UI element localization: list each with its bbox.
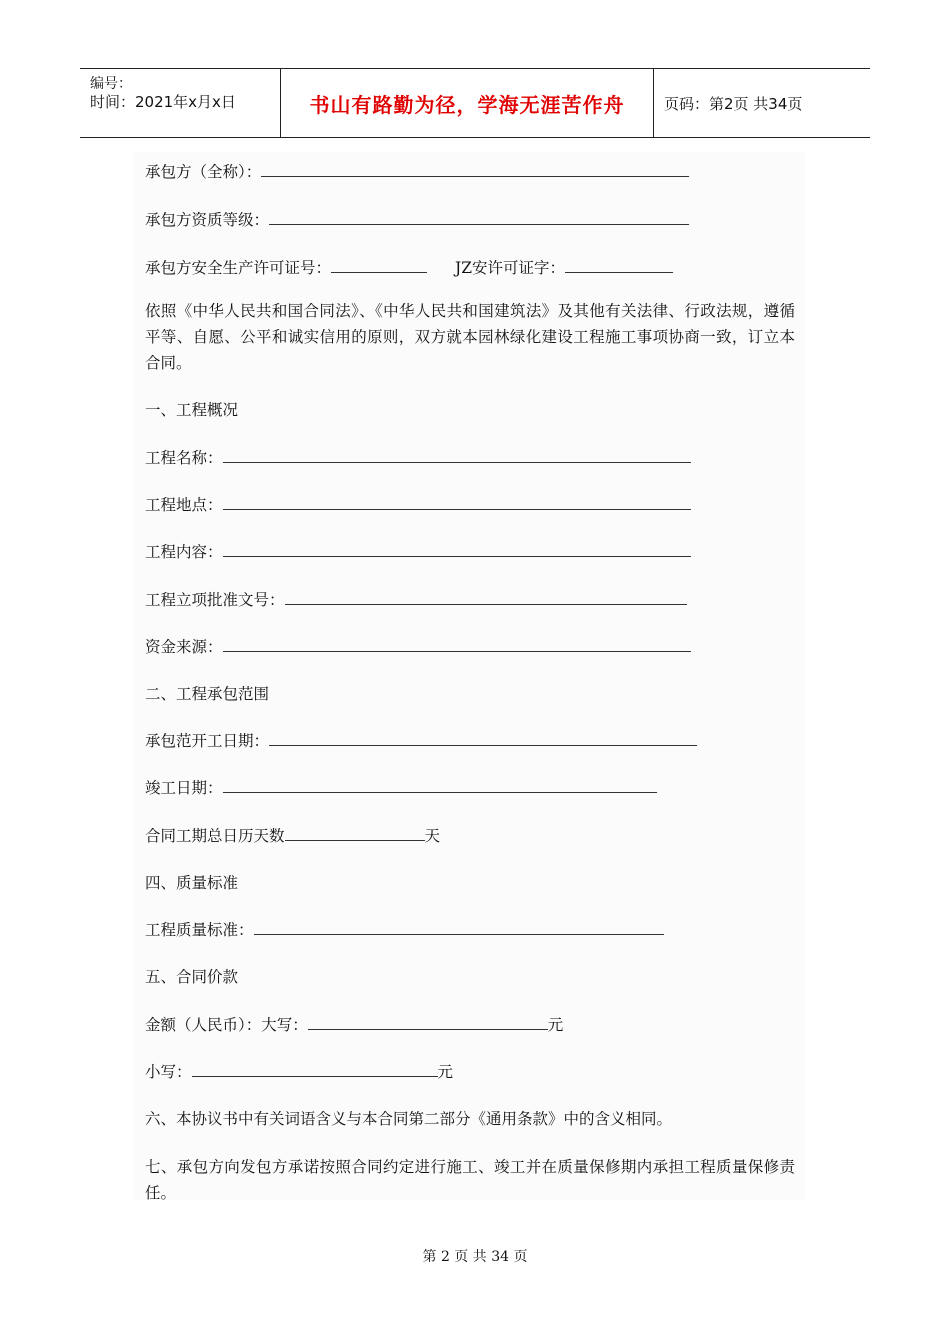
project-name-label: 工程名称：: [145, 449, 223, 467]
amount-upper-blank: [308, 1015, 548, 1030]
jz-license-blank: [565, 258, 673, 273]
total-days-row: [145, 824, 440, 848]
start-date-label: 承包范开工日期：: [145, 732, 270, 750]
amount-lower-row: [145, 1060, 453, 1084]
project-location-row: [145, 493, 691, 517]
yuan-unit-upper: 元: [547, 1016, 564, 1034]
header-page-info: 页码：第2页 共34页: [664, 94, 803, 113]
project-content-label: 工程内容：: [145, 543, 223, 561]
safety-license-row: [145, 256, 673, 280]
project-location-label: 工程地点：: [145, 496, 223, 514]
day-unit: 天: [424, 827, 441, 845]
quality-standard-row: [145, 918, 664, 942]
time-label: 时间：2021年x月x日: [90, 93, 236, 111]
completion-date-blank: [223, 778, 657, 793]
total-days-label: 合同工期总日历天数: [145, 827, 285, 845]
contractor-qualification-blank: [269, 210, 689, 225]
approval-no-row: [145, 588, 687, 612]
page-header: [80, 68, 870, 138]
document-body: [133, 152, 805, 1200]
contractor-fullname-row: [145, 160, 689, 184]
completion-date-label: 竣工日期：: [145, 779, 223, 797]
amount-upper-label: 金额（人民币）：大写：: [145, 1016, 308, 1034]
section-7-text: 七、承包方向发包方承诺按照合同约定进行施工、竣工并在质量保修期内承担工程质量保修责任。: [145, 1158, 795, 1202]
safety-license-blank: [331, 258, 427, 273]
fund-source-row: [145, 635, 691, 659]
page-footer: 第 2 页 共 34 页: [422, 1249, 528, 1265]
contractor-fullname-label: 承包方（全称）：: [145, 163, 262, 181]
amount-upper-row: [145, 1013, 563, 1037]
quality-standard-label: 工程质量标准：: [145, 921, 254, 939]
project-name-blank: [223, 448, 691, 463]
completion-date-row: [145, 776, 657, 800]
start-date-row: [145, 729, 697, 753]
approval-no-label: 工程立项批准文号：: [145, 591, 285, 609]
project-location-blank: [223, 495, 691, 510]
header-motto: 书山有路勤为径，学海无涯苦作舟: [281, 69, 654, 137]
fund-source-label: 资金来源：: [145, 638, 223, 656]
start-date-blank: [269, 731, 697, 746]
project-content-blank: [223, 542, 691, 557]
quality-standard-blank: [254, 920, 664, 935]
section-4-heading: 四、质量标准: [145, 874, 239, 892]
intro-paragraph: 依照《中华人民共和国合同法》、《中华人民共和国建筑法》及其他有关法律、行政法规，遵循平等、自愿、公平和诚实信用的原则，双方就本园林绿化建设工程施工事项协商一致，订立本合同。: [145, 302, 795, 372]
section-5-heading: 五、合同价款: [145, 968, 239, 986]
number-label: 编号：: [90, 76, 132, 92]
section-6-text: 六、本协议书中有关词语含义与本合同第二部分《通用条款》中的含义相同。: [145, 1110, 673, 1128]
amount-lower-blank: [192, 1062, 438, 1077]
project-content-row: [145, 540, 691, 564]
amount-lower-label: 小写：: [145, 1063, 192, 1081]
safety-license-label: 承包方安全生产许可证号：: [145, 259, 332, 277]
fund-source-blank: [223, 637, 691, 652]
project-name-row: [145, 446, 691, 470]
contractor-fullname-blank: [261, 162, 689, 177]
header-meta: [80, 69, 281, 137]
approval-no-blank: [285, 590, 687, 605]
contractor-qualification-label: 承包方资质等级：: [145, 211, 270, 229]
section-1-heading: 一、工程概况: [145, 401, 239, 419]
yuan-unit-lower: 元: [437, 1063, 454, 1081]
contractor-qualification-row: [145, 208, 689, 232]
total-days-blank: [285, 826, 425, 841]
jz-license-label: JZ安许可证字：: [455, 259, 565, 277]
section-2-heading: 二、工程承包范围: [145, 685, 270, 703]
